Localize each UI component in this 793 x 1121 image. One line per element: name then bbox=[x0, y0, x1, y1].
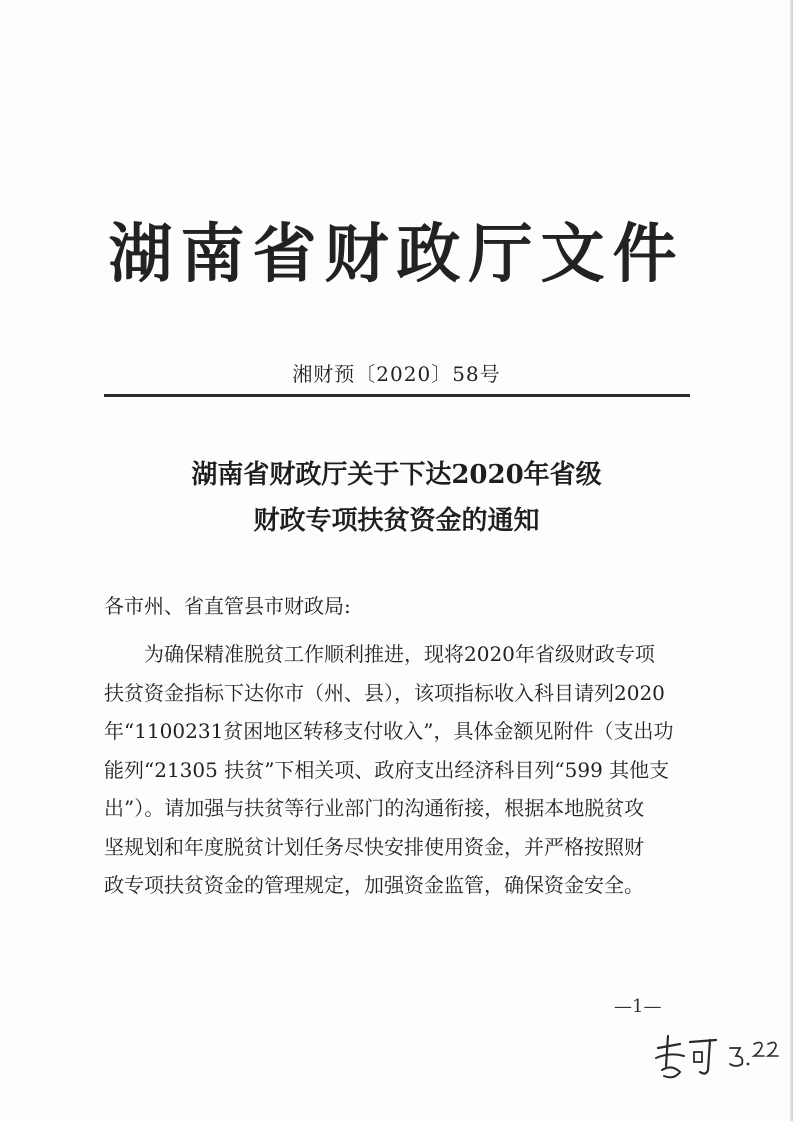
page-number: —1— bbox=[614, 996, 662, 1017]
body-line: 政专项扶贫资金的管理规定，加强资金监管，确保资金安全。 bbox=[104, 873, 644, 897]
salutation: 各市州、省直管县市财政局: bbox=[104, 594, 351, 618]
document-title bbox=[0, 452, 793, 544]
title-line: 财政专项扶贫资金的通知 bbox=[253, 506, 540, 536]
handwritten-signature bbox=[650, 1026, 790, 1086]
body-line: 扶贫资金指标下达你市（州、县），该项指标收入科目请列2020 bbox=[104, 680, 665, 705]
body-line: 出”）。请加强与扶贫等行业部门的沟通衔接，根据本地脱贫攻 bbox=[104, 796, 645, 820]
body-line: 年“1100231贫困地区转移支付收入”，具体金额见附件（支出功 bbox=[104, 719, 674, 743]
body-line: 能列“21305 扶贫”下相关项、政府支出经济科目列“599 其他支 bbox=[104, 757, 670, 782]
header-title: 湖南省财政厅文件 bbox=[108, 218, 685, 292]
body-line: 为确保精准脱贫工作顺利推进，现将2020年省级财政专项 bbox=[104, 642, 655, 666]
body-line: 坚规划和年度脱贫计划任务尽快安排使用资金，并严格按照财 bbox=[104, 834, 644, 859]
title-line: 湖南省财政厅关于下达2020年省级 bbox=[191, 460, 602, 490]
body-paragraph bbox=[104, 635, 690, 905]
document-number: 湘财预〔2020〕58号 bbox=[292, 362, 501, 386]
header-divider bbox=[104, 394, 690, 397]
